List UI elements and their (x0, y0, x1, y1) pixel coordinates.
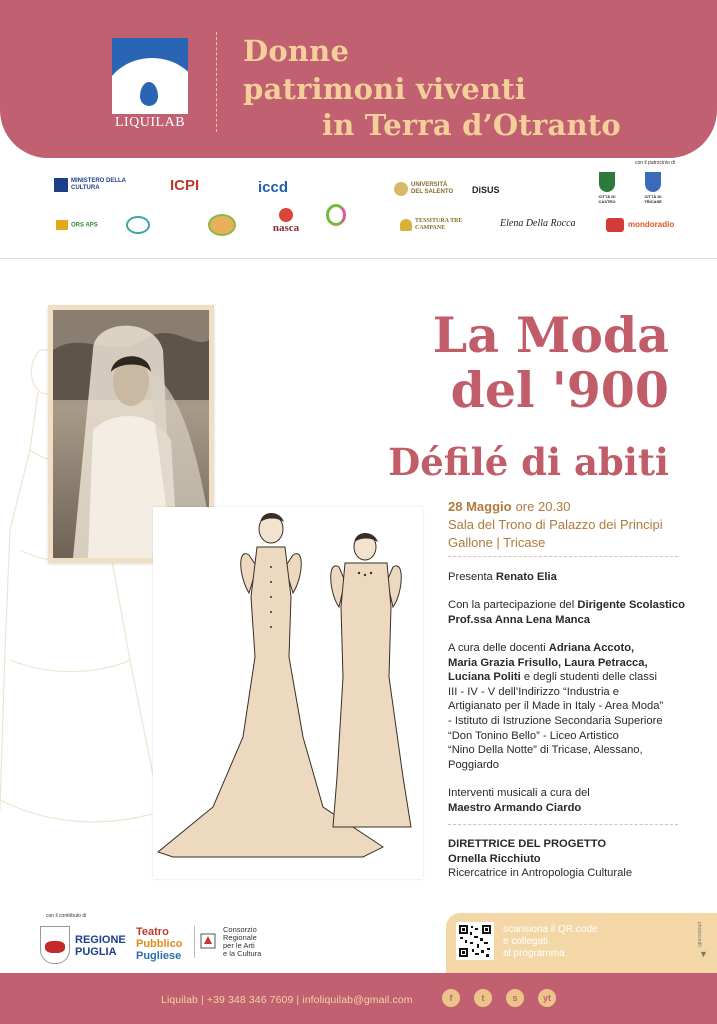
participation-block: Con la partecipazione del Dirigente Scolastico Prof.ssa Anna Lena Manca (448, 599, 685, 626)
dashed-divider (448, 824, 678, 825)
main-title-line-1: La Moda (432, 306, 669, 364)
ministero-icon (54, 178, 68, 192)
skype-icon[interactable]: s (506, 989, 524, 1007)
patronage-logos (0, 158, 717, 258)
university-seal-icon (394, 182, 408, 196)
flower-icon (208, 214, 236, 236)
director-block: DIRETTRICE DEL PROGETTO Ornella Ricchiuto Ricercatrice in Antropologia Culturale (448, 838, 633, 880)
arrow-down-icon: ▼ (699, 949, 708, 959)
logo-mondoradio: mondoradio (628, 220, 675, 229)
facebook-icon[interactable]: f (442, 989, 460, 1007)
project-title-line-1: Donne (243, 34, 350, 68)
tricase-crest-icon (645, 172, 661, 192)
sponsors-label: con il contributo di (46, 913, 87, 919)
castro-crest-icon (599, 172, 615, 192)
header-divider (216, 32, 217, 132)
logo-small-red (606, 218, 624, 235)
consorzio-icon (199, 930, 219, 950)
director-name: Ornella Ricchiuto (448, 852, 541, 865)
event-details (448, 498, 688, 552)
logo-disus: DiSUS (472, 185, 500, 195)
music-maestro: Maestro Armando Ciardo (448, 801, 582, 814)
logo-regione-puglia: REGIONE PUGLIA (40, 922, 130, 970)
logo-elena-della-rocca: Elena Della Rocca (500, 218, 576, 229)
regione-shield-icon (40, 926, 70, 964)
presenter-name: Renato Elia (495, 571, 557, 583)
logo-teatro-pubblico-pugliese: Teatro Pubblico Pugliese (136, 926, 183, 962)
logo-spiral (326, 204, 346, 229)
music-block: Interventi musicali a cura del Maestro Armando Ciardo (448, 787, 590, 814)
logo-castro: CITTÀ DI CASTRO (593, 172, 621, 204)
bell-icon (400, 219, 412, 231)
fashion-design-drawing (153, 507, 423, 879)
swirl-icon (126, 216, 150, 234)
logo-swirl (126, 216, 150, 237)
logo-unisalento: UNIVERSITÀ DEL SALENTO (394, 182, 455, 196)
presenter-block: Presenta Renato Elia (448, 571, 557, 583)
ors-icon (56, 220, 68, 230)
spiral-icon (326, 204, 346, 226)
water-drop-icon (140, 82, 158, 106)
main-title-line-2: del '900 (450, 361, 669, 419)
logo-tricase: CITTÀ DI TRICASE (638, 172, 668, 204)
qr-code-icon (458, 924, 492, 958)
twitter-icon[interactable]: t (474, 989, 492, 1007)
logo-iccd: iccd (258, 179, 289, 196)
logo-ministero: MINISTERO DELLA CULTURA (54, 178, 135, 192)
photo-credit-label: photocredit (696, 922, 702, 947)
project-title-line-2: patrimoni viventi (243, 72, 527, 106)
header-banner (0, 0, 717, 158)
project-title-line-3: in Terra d’Otranto (322, 108, 621, 142)
youtube-icon[interactable]: yt (538, 989, 556, 1007)
event-date: 28 Maggio (448, 499, 512, 514)
logo-consorzio: Consorzio Regionale per le Arti e la Cultura (194, 926, 261, 958)
logo-ors: ORS APS (56, 220, 98, 230)
participation-name: Prof.ssa Anna Lena Manca (448, 613, 590, 626)
event-venue: Sala del Trono di Palazzo dei Principi (448, 517, 663, 532)
logo-nasca: nasca (268, 208, 304, 234)
nasca-icon (279, 208, 293, 222)
event-time: ore 20.30 (515, 499, 571, 514)
gowns-sketch (153, 507, 423, 879)
curators-block: A cura delle docenti Adriana Accoto, Maria Grazia Frisullo, Laura Petracca, Luciana Politi e degli studenti delle classi III - IV - V dell’Indirizzo “Industria e Artigianato per il Made in Italy - Area Moda” - Istituto di Istruzione Secondaria Superiore “Don Tonino Bello” - Liceo Artistico “Nino Della Notte” di Tricase, Alessano, Poggiardo (448, 642, 664, 771)
red-badge-icon (606, 218, 624, 232)
logo-icpi: ICPI (170, 177, 200, 194)
divider-line (0, 258, 717, 259)
qr-instructions: scansiona il QR code e collegati al programma (503, 924, 598, 959)
logo-colorful (208, 214, 236, 239)
qr-code[interactable] (456, 922, 494, 960)
patronage-label: con il patrocinio di (635, 160, 676, 166)
dashed-divider (448, 556, 678, 557)
footer-contact: Liquilab | +39 348 346 7609 | infoliquilab@gmail.com (161, 994, 413, 1006)
footer-bar (0, 973, 717, 1024)
liquilab-logo (112, 38, 188, 114)
event-place: Gallone | Tricase (448, 535, 546, 550)
logo-tessitura: TESSITURA TRE CAMPANE (400, 218, 467, 232)
subtitle: Défilé di abiti (388, 440, 669, 484)
logo-text: LIQUILAB (114, 115, 186, 130)
